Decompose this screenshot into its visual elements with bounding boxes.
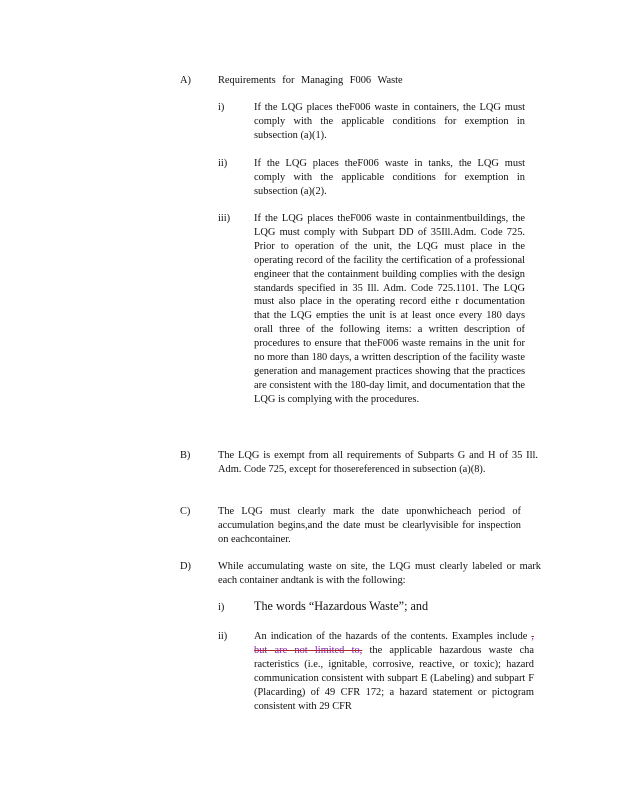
section-d-item-i-label: i) xyxy=(218,602,225,613)
section-a-item-iii-text: If the LQG places theF006 waste in containmentbuildings, the LQG must comply with Subpart DD of 35Ill.Adm. Code 725. Prior to operation of the unit, the LQG must place in the operating record of the facility the certification of a professional engineer that the containment building complies with the design standards specified in 35 Ill. Adm. Code 725.1101. The LQG must also place in the operating record eithe r documentation that the LQG empties the unit is at least once every 180 days orall three of the following items: a written description of procedures to ensure that theF006 waste remains in the unit for no more than 180 days, a written description of the facility waste generation and management practices showing that the practices are consistent with the 180-day limit, and documentation that the LQG is complying with the procedures. xyxy=(254,213,525,405)
section-d-item-ii-label: ii) xyxy=(218,631,228,642)
section-a-item-iii-label: iii) xyxy=(218,213,231,224)
section-b-text: The LQG is exempt from all requirements of Subparts G and H of 35 Ill. Adm. Code 725, except for thosereferenced in subsection (a)(8). xyxy=(218,450,538,475)
section-a-item-i-label: i) xyxy=(218,102,225,113)
section-a-heading: Requirements for Managing F006 Waste xyxy=(218,75,403,86)
item-ii-text-before: An indication of the hazards of the contents. Examples include xyxy=(254,631,528,642)
section-b-label: B) xyxy=(180,450,191,461)
section-d-item-ii-text xyxy=(254,630,534,713)
section-a-label: A) xyxy=(180,75,191,86)
section-a-item-i-text: If the LQG places theF006 waste in containers, the LQG must comply with the applicable conditions for exemption in subsection (a)(1). xyxy=(254,102,525,141)
section-a-item-ii-text: If the LQG places theF006 waste in tanks, the LQG must comply with the applicable conditions for exemption in subsection (a)(2). xyxy=(254,158,525,197)
section-c-text: The LQG must clearly mark the date uponwhicheach period of accumulation begins,and the date must be clearlyvisible for inspection on eachcontainer. xyxy=(218,506,521,545)
section-a-item-ii-label: ii) xyxy=(218,158,228,169)
section-c-label: C) xyxy=(180,506,191,517)
section-d-text: While accumulating waste on site, the LQG must clearly labeled or mark each container andtank is with the following: xyxy=(218,561,541,586)
section-d-label: D) xyxy=(180,561,191,572)
struck-text: , but are not limited to, xyxy=(254,631,534,656)
item-ii-text-after: the applicable hazardous waste cha racteristics (i.e., ignitable, corrosive, reactive, or toxic); hazard communication consistent with subpart E (Labeling) and subpart F (Placarding) of 49 CFR 172; a hazard statement or pictogram consistent with 29 CFR xyxy=(254,644,534,712)
section-d-item-i-text: The words “Hazardous Waste”; and xyxy=(254,599,429,613)
